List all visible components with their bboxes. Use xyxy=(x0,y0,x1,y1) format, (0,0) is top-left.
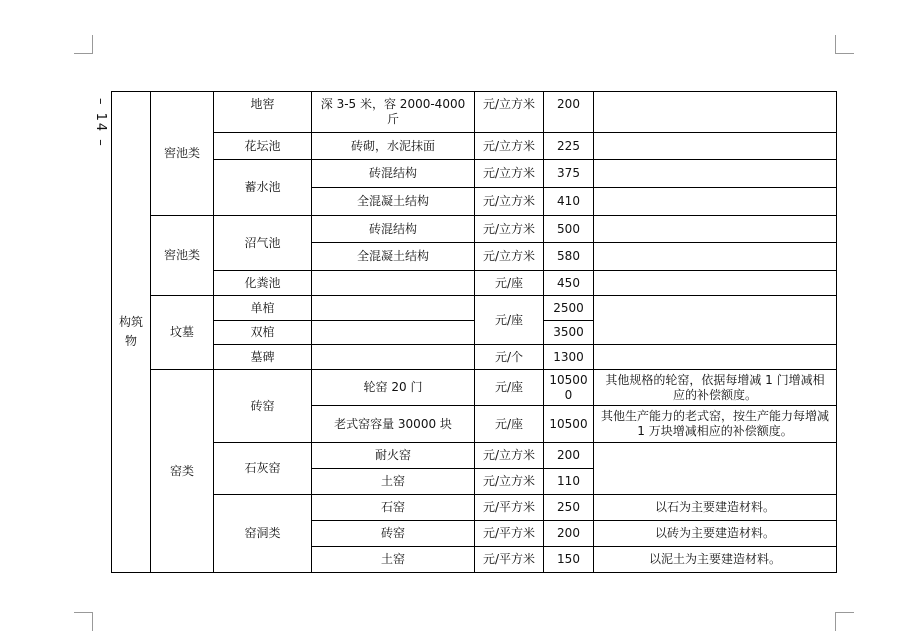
page-number: – 14 – xyxy=(93,98,108,148)
unit-cell: 元/立方米 xyxy=(475,188,544,216)
item-cell: 窑洞类 xyxy=(214,495,312,573)
note-cell: 以石为主要建造材料。 xyxy=(594,495,837,521)
unit-cell: 元/立方米 xyxy=(475,243,544,271)
crop-mark-top-left xyxy=(74,35,93,54)
spec-cell xyxy=(312,296,475,321)
spec-cell: 砖混结构 xyxy=(312,216,475,243)
item-cell: 沼气池 xyxy=(214,216,312,271)
price-cell: 250 xyxy=(544,495,594,521)
unit-cell: 元/座 xyxy=(475,296,544,345)
group-cell: 窑类 xyxy=(151,370,214,573)
note-cell xyxy=(594,216,837,243)
item-cell: 单棺 xyxy=(214,296,312,321)
spec-cell: 砖混结构 xyxy=(312,160,475,188)
note-cell xyxy=(594,92,837,133)
item-cell: 花坛池 xyxy=(214,133,312,160)
table-row xyxy=(112,345,837,370)
group-cell: 窖池类 xyxy=(151,216,214,296)
table-row xyxy=(112,443,837,469)
table-row xyxy=(112,370,837,406)
note-cell xyxy=(594,296,837,345)
note-cell xyxy=(594,133,837,160)
note-cell: 其他生产能力的老式窑，按生产能力每增减 1 万块增减相应的补偿额度。 xyxy=(594,406,837,443)
spec-cell: 砖窑 xyxy=(312,521,475,547)
spec-cell: 全混凝土结构 xyxy=(312,188,475,216)
unit-cell: 元/立方米 xyxy=(475,469,544,495)
note-cell xyxy=(594,345,837,370)
table-row xyxy=(112,495,837,521)
spec-cell xyxy=(312,271,475,296)
spec-cell: 老式窑容量 30000 块 xyxy=(312,406,475,443)
spec-cell: 耐火窑 xyxy=(312,443,475,469)
spec-cell: 全混凝土结构 xyxy=(312,243,475,271)
note-cell: 以砖为主要建造材料。 xyxy=(594,521,837,547)
unit-cell: 元/平方米 xyxy=(475,521,544,547)
unit-cell: 元/座 xyxy=(475,271,544,296)
spec-cell xyxy=(312,321,475,345)
unit-cell: 元/立方米 xyxy=(475,133,544,160)
spec-cell: 石窑 xyxy=(312,495,475,521)
price-cell: 225 xyxy=(544,133,594,160)
note-cell xyxy=(594,271,837,296)
group-cell: 窖池类 xyxy=(151,92,214,216)
spec-cell: 砖砌，水泥抹面 xyxy=(312,133,475,160)
table-row xyxy=(112,216,837,243)
compensation-table xyxy=(111,91,837,573)
price-cell: 580 xyxy=(544,243,594,271)
table-row xyxy=(112,160,837,188)
spec-cell: 土窑 xyxy=(312,469,475,495)
price-cell: 10500 xyxy=(544,406,594,443)
note-cell xyxy=(594,188,837,216)
unit-cell: 元/平方米 xyxy=(475,547,544,573)
item-cell: 化粪池 xyxy=(214,271,312,296)
table-row xyxy=(112,133,837,160)
price-cell: 150 xyxy=(544,547,594,573)
item-cell: 蓄水池 xyxy=(214,160,312,216)
item-cell: 地窖 xyxy=(214,92,312,133)
crop-mark-bottom-left xyxy=(74,612,93,631)
unit-cell: 元/平方米 xyxy=(475,495,544,521)
spec-cell: 轮窑 20 门 xyxy=(312,370,475,406)
item-cell: 墓碑 xyxy=(214,345,312,370)
price-cell: 200 xyxy=(544,443,594,469)
spec-cell: 土窑 xyxy=(312,547,475,573)
unit-cell: 元/个 xyxy=(475,345,544,370)
unit-cell: 元/立方米 xyxy=(475,216,544,243)
price-cell: 105000 xyxy=(544,370,594,406)
note-cell: 以泥土为主要建造材料。 xyxy=(594,547,837,573)
note-cell xyxy=(594,443,837,495)
item-cell: 石灰窑 xyxy=(214,443,312,495)
unit-cell: 元/立方米 xyxy=(475,92,544,133)
price-cell: 200 xyxy=(544,521,594,547)
price-cell: 2500 xyxy=(544,296,594,321)
note-cell: 其他规格的轮窑，依据每增减 1 门增减相 应的补偿额度。 xyxy=(594,370,837,406)
item-cell: 砖窑 xyxy=(214,370,312,443)
crop-mark-top-right xyxy=(835,35,854,54)
price-cell: 450 xyxy=(544,271,594,296)
crop-mark-bottom-right xyxy=(835,612,854,631)
price-cell: 410 xyxy=(544,188,594,216)
price-cell: 1300 xyxy=(544,345,594,370)
unit-cell: 元/座 xyxy=(475,370,544,406)
spec-cell: 深 3-5 米，容 2000-4000 斤 xyxy=(312,92,475,133)
group-cell: 坟墓 xyxy=(151,296,214,370)
table-row xyxy=(112,271,837,296)
category-cell: 构筑物 xyxy=(112,92,151,573)
price-cell: 375 xyxy=(544,160,594,188)
note-cell xyxy=(594,243,837,271)
price-cell: 3500 xyxy=(544,321,594,345)
unit-cell: 元/座 xyxy=(475,406,544,443)
price-cell: 500 xyxy=(544,216,594,243)
spec-cell xyxy=(312,345,475,370)
unit-cell: 元/立方米 xyxy=(475,160,544,188)
item-cell: 双棺 xyxy=(214,321,312,345)
price-cell: 110 xyxy=(544,469,594,495)
table-row xyxy=(112,92,837,133)
price-cell: 200 xyxy=(544,92,594,133)
table-row xyxy=(112,296,837,321)
note-cell xyxy=(594,160,837,188)
unit-cell: 元/立方米 xyxy=(475,443,544,469)
